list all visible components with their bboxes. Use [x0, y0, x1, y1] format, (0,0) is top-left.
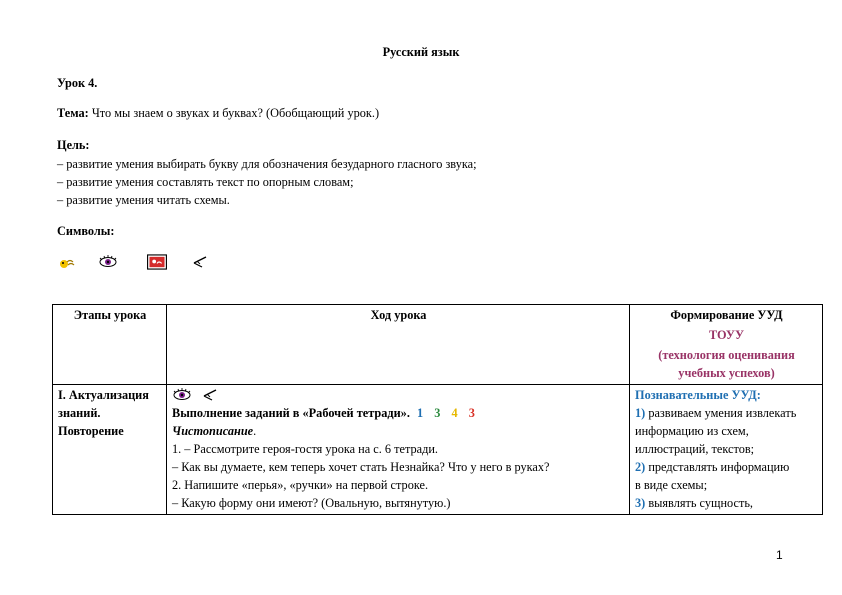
goal-item: – развитие умения составлять текст по опорным словам; — [57, 175, 354, 189]
pen-icon — [192, 254, 210, 270]
task-number: 3 — [468, 406, 475, 420]
task-title: Выполнение заданий в «Рабочей тетради». — [172, 406, 410, 420]
stage-text: знаний. — [58, 406, 101, 420]
symbols-label: Символы: — [57, 224, 115, 238]
uud-title: Познавательные УУД: — [635, 388, 761, 402]
uud-item-text: выявлять сущность, — [648, 496, 754, 510]
speaking-icon — [58, 254, 76, 270]
goal-label: Цель: — [57, 138, 90, 152]
uud-item-text: развиваем умения извлекать — [648, 406, 797, 420]
goal-item: – развитие умения выбирать букву для обозначения безударного гласного звука; — [57, 157, 477, 171]
header-toyu-full: учебных успехов) — [678, 366, 775, 380]
page-number: 1 — [776, 548, 783, 562]
uud-item — [635, 404, 818, 422]
topic — [57, 106, 379, 121]
eye-icon — [98, 254, 118, 270]
uud-item-text: информацию из схем, — [635, 424, 749, 438]
uud-item-text: представлять информацию — [648, 460, 790, 474]
pen-icon — [202, 387, 220, 403]
course-cell — [167, 385, 630, 515]
table-row — [53, 385, 823, 515]
task-number: 3 — [434, 406, 441, 420]
goal-item: – развитие умения читать схемы. — [57, 193, 230, 207]
header-toyu-full: (технология оценивания — [658, 348, 795, 362]
lesson-number: Урок 4. — [57, 76, 98, 90]
uud-item-number: 3) — [635, 496, 646, 510]
task-title-line — [172, 404, 625, 422]
uud-item-number: 1) — [635, 406, 646, 420]
uud-cell — [630, 385, 823, 515]
stage-text: Повторение — [58, 424, 124, 438]
uud-item-text: в виде схемы; — [635, 478, 708, 492]
task-number: 1 — [416, 406, 424, 420]
subheading-line — [172, 422, 625, 440]
eye-icon — [172, 387, 192, 403]
subheading-dot: . — [253, 424, 257, 438]
course-line: – Какую форму они имеют? (Овальную, вытянутую.) — [172, 496, 451, 510]
header-formation-title: Формирование УУД — [670, 308, 783, 322]
lesson-table — [52, 304, 823, 515]
task-number: 4 — [451, 406, 458, 420]
course-symbols — [172, 386, 625, 404]
header-toyu: ТОУУ — [709, 328, 744, 342]
topic-text: Что мы знаем о звуках и буквах? (Обобщающий урок.) — [91, 106, 380, 120]
stage-text: I. Актуализация — [58, 388, 149, 402]
page-title: Русский язык — [382, 45, 460, 59]
stage-cell — [53, 385, 167, 515]
uud-item — [635, 494, 818, 512]
topic-label: Тема: — [57, 106, 89, 120]
header-stages: Этапы урока — [53, 305, 167, 385]
course-line: – Как вы думаете, кем теперь хочет стать Незнайка? Что у него в руках? — [172, 460, 550, 474]
uud-item-text: иллюстраций, текстов; — [635, 442, 755, 456]
uud-item-number: 2) — [635, 460, 646, 474]
board-icon — [146, 254, 168, 270]
uud-item — [635, 458, 818, 476]
header-course: Ход урока — [167, 305, 630, 385]
course-line: 2. Напишите «перья», «ручки» на первой строке. — [172, 478, 429, 492]
course-line: 1. – Рассмотрите героя-гостя урока на с. 6 тетради. — [172, 442, 438, 456]
subheading: Чистописание — [172, 424, 254, 438]
table-header-row — [53, 305, 823, 385]
header-formation — [630, 305, 823, 385]
